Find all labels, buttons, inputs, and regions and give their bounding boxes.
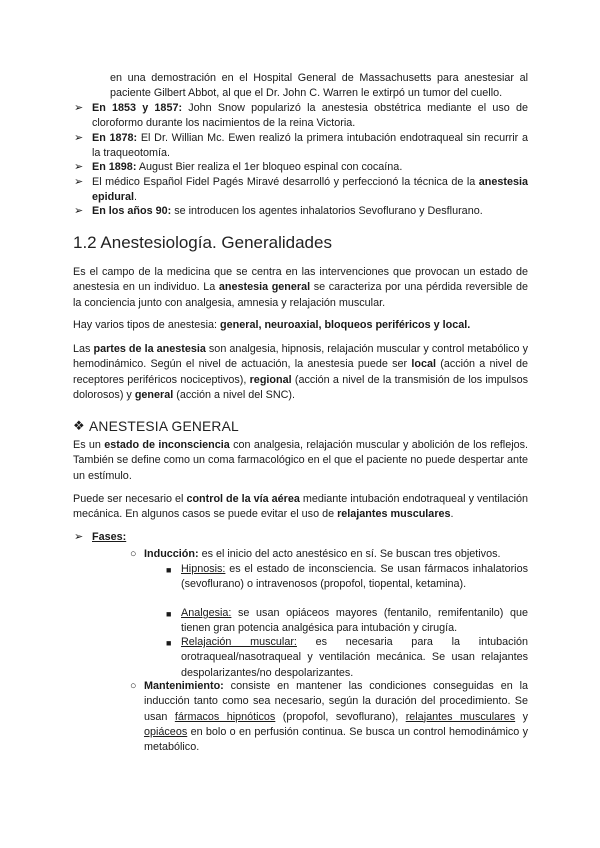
circle-bullet-icon: ○ (130, 548, 137, 560)
phase-induction: ○ Inducción: es el inicio del acto anestésico en sí. Se buscan tres objetivos. (144, 547, 528, 562)
objective-hipnosis: ■ Hipnosis: es el estado de inconsciencia. Se usan fármacos inhalatorios (sevoflurano) o intravenosos (propofol, tiopental, ketamina). (166, 563, 528, 591)
circle-bullet-icon: ○ (130, 680, 137, 692)
section-title: 1.2 Anestesiología. Generalidades (73, 233, 332, 252)
history-item: ➢ En 1878: El Dr. Willian Mc. Ewen realizó la primera intubación endotraqueal sin recurrir a la traqueotomía. (74, 132, 528, 160)
paragraph-general-definition: Es un estado de inconsciencia con analgesia, relajación muscular y abolición de los reflejos. También se define como un coma farmacológico en el que el paciente no puede despertar ante un estímulo. (73, 439, 528, 482)
arrow-bullet-icon: ➢ (74, 176, 84, 188)
paragraph-airway: Puede ser necesario el control de la vía aérea mediante intubación endotraqueal y ventilación mecánica. En algunos casos se puede evitar el uso de relajantes musculares. (73, 493, 528, 521)
objective-analgesia: ■ Analgesia: se usan opiáceos mayores (fentanilo, remifentanilo) que tienen gran potencia analgésica para intubación y cirugía. (166, 607, 528, 635)
diamond-bullet-icon: ❖ (73, 418, 85, 433)
arrow-bullet-icon: ➢ (74, 132, 84, 144)
arrow-bullet-icon: ➢ (74, 205, 84, 217)
history-item: ➢ En 1898: August Bier realiza el 1er bloqueo espinal con cocaína. (92, 160, 528, 175)
objective-relajacion: ■ Relajación muscular: es necesaria para la intubación orotraqueal/nasotraqueal y ventilación mecánica. Se usan relajantes despolarizantes/no despolarizantes. (166, 636, 528, 679)
square-bullet-icon: ■ (166, 609, 172, 619)
arrow-bullet-icon: ➢ (74, 531, 84, 543)
history-item: ➢ En los años 90: se introducen los agentes inhalatorios Sevoflurano y Desflurano. (92, 204, 528, 219)
arrow-bullet-icon: ➢ (74, 161, 84, 173)
square-bullet-icon: ■ (166, 638, 172, 648)
history-continuation: en una demostración en el Hospital General de Massachusetts para anestesiar al paciente Gilbert Abbot, al que el Dr. John C. Warren le extirpó un tumor del cuello. (110, 72, 528, 100)
arrow-bullet-icon: ➢ (74, 102, 84, 114)
square-bullet-icon: ■ (166, 565, 172, 575)
history-item: ➢ En 1853 y 1857: John Snow popularizó la anestesia obstétrica mediante el uso de cloroformo durante los nacimientos de la reina Victoria. (74, 102, 528, 130)
phases-heading: ➢ Fases: (92, 530, 528, 545)
paragraph-parts: Las partes de la anestesia son analgesia, hipnosis, relajación muscular y control metabólico y hemodinámico. Según el nivel de actuación, la anestesia puede ser local (acción a nivel de receptores periféricos nociceptivos), regional (acción a nivel de la transmisión de los impulsos dolorosos) y general (acción a nivel del SNC). (73, 343, 528, 401)
history-item: ➢ El médico Español Fidel Pagés Miravé desarrolló y perfeccionó la técnica de la anestesia epidural. (74, 176, 528, 204)
paragraph-types: Hay varios tipos de anestesia: general, neuroaxial, bloqueos periféricos y local. (73, 319, 471, 331)
subsection-title: ANESTESIA GENERAL (89, 419, 239, 434)
phase-mantenimiento: ○ Mantenimiento: consiste en mantener las condiciones conseguidas en la inducción tanto como sea necesario, según la duración del procedimiento. Se usan fármacos hipnóticos (propofol, sevoflurano), relajantes musculares y opiáceos en bolo o en perfusión continua. Se busca un control hemodinámico y metabólico. (130, 680, 528, 754)
paragraph-definition: Es el campo de la medicina que se centra en las intervenciones que provocan un estado de anestesia en un individuo. La anestesia general se caracteriza por una pérdida reversible de la conciencia junto con analgesia, amnesia y relajación muscular. (73, 266, 529, 309)
